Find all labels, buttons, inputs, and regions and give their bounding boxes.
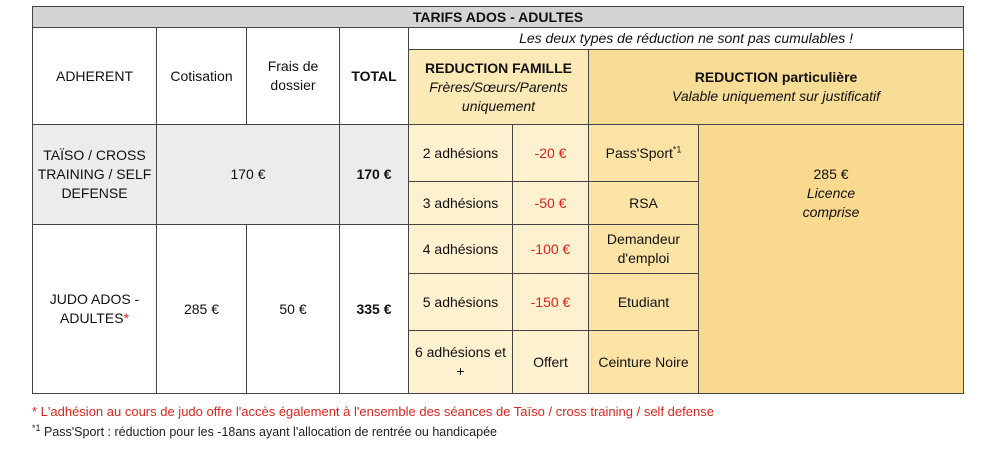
- tarifs-table: [32, 6, 964, 394]
- famille-reduction-5: Offert: [513, 331, 589, 394]
- row-taiso-cotisation: 170 €: [157, 125, 340, 225]
- particuliere-item-4: Etudiant: [589, 274, 699, 331]
- passsport-footnote-mark: *1: [672, 143, 682, 154]
- famille-adhesions-3: 4 adhésions: [409, 225, 513, 274]
- famille-title: REDUCTION FAMILLE: [425, 59, 572, 76]
- particuliere-title: REDUCTION particulière: [694, 69, 858, 85]
- particuliere-item-1: [589, 125, 699, 182]
- row-taiso-name: TAÏSO / CROSS TRAINING / SELF DEFENSE: [33, 125, 157, 225]
- header-total: TOTAL: [340, 28, 409, 125]
- table-title: TARIFS ADOS - ADULTES: [33, 7, 964, 28]
- header-frais: Frais de dossier: [247, 28, 340, 125]
- judo-asterisk: *: [123, 310, 129, 326]
- famille-adhesions-5: 6 adhésions et +: [409, 331, 513, 394]
- footnote-mark: *1: [32, 422, 41, 433]
- header-adherent: ADHERENT: [33, 28, 157, 125]
- particuliere-price-cell: [699, 125, 964, 394]
- row-judo-label: JUDO ADOS - ADULTES: [49, 291, 140, 326]
- header-reduction-particuliere: [589, 50, 964, 125]
- particuliere-item-3: Demandeur d'emploi: [589, 225, 699, 274]
- row-judo-total: 335 €: [340, 225, 409, 394]
- row-judo-name: [33, 225, 157, 394]
- footnote-passsport-text: Pass'Sport : réduction pour les -18ans ayant l'allocation de rentrée ou handicapée: [40, 425, 497, 439]
- particuliere-licence: Licence comprise: [802, 185, 860, 220]
- header-reduction-famille: [409, 50, 589, 125]
- famille-reduction-2: -50 €: [513, 182, 589, 225]
- famille-reduction-3: -100 €: [513, 225, 589, 274]
- particuliere-item-2: RSA: [589, 182, 699, 225]
- row-taiso-total: 170 €: [340, 125, 409, 225]
- particuliere-label-1: Pass'Sport: [605, 144, 673, 161]
- reduction-note: Les deux types de réduction ne sont pas cumulables !: [409, 28, 964, 50]
- row-judo-cotisation: 285 €: [157, 225, 247, 394]
- row-judo-frais: 50 €: [247, 225, 340, 394]
- famille-reduction-1: -20 €: [513, 125, 589, 182]
- footnote-passsport: [32, 422, 497, 439]
- footnote-judo: * L'adhésion au cours de judo offre l'accès également à l'ensemble des séances de Taïso / cross training / self defense: [32, 404, 714, 419]
- famille-adhesions-4: 5 adhésions: [409, 274, 513, 331]
- header-cotisation: Cotisation: [157, 28, 247, 125]
- particuliere-item-5: Ceinture Noire: [589, 331, 699, 394]
- famille-subtitle: Frères/Sœurs/Parents uniquement: [429, 78, 568, 114]
- famille-reduction-4: -150 €: [513, 274, 589, 331]
- famille-adhesions-2: 3 adhésions: [409, 182, 513, 225]
- particuliere-price: 285 €: [813, 166, 849, 182]
- famille-adhesions-1: 2 adhésions: [409, 125, 513, 182]
- particuliere-subtitle: Valable uniquement sur justificatif: [672, 88, 881, 104]
